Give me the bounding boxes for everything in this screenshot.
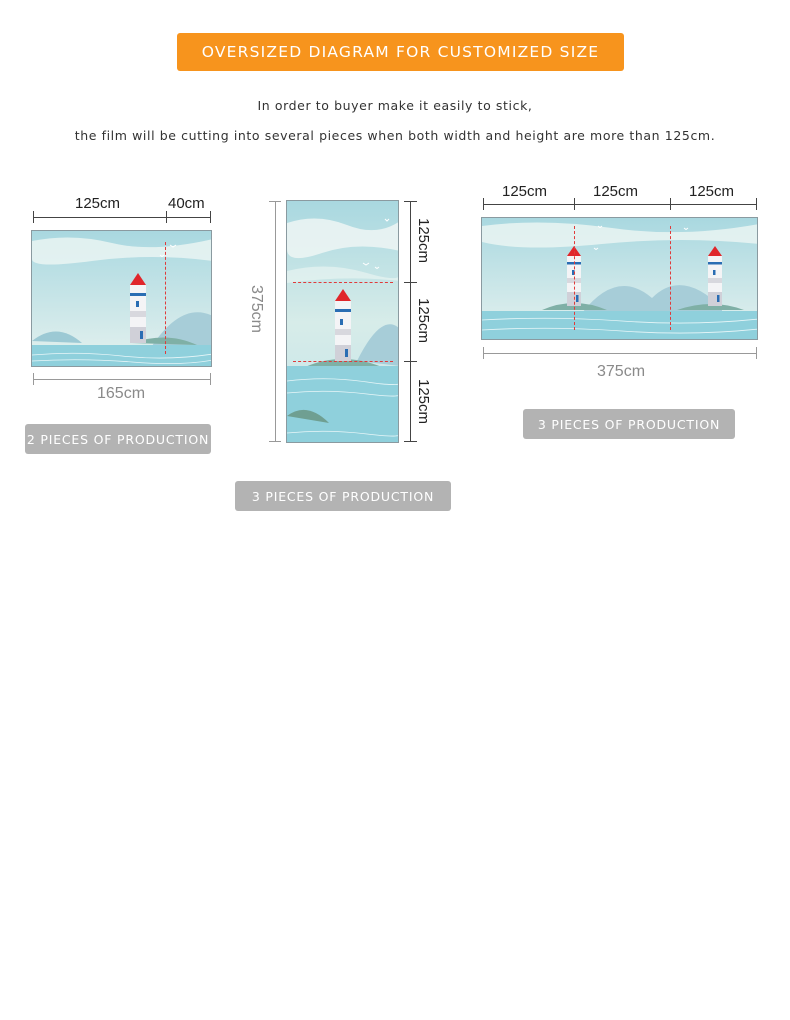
dimension-tick [404, 201, 417, 202]
lighthouse-scene [287, 201, 399, 443]
right-dimension-line [410, 201, 411, 442]
left-dimension-line [275, 201, 276, 442]
dimension-label: 125cm [415, 297, 433, 344]
bottom-dimension-line [483, 353, 757, 354]
wallpaper-preview [286, 200, 399, 443]
dimension-tick [574, 198, 575, 210]
dimension-tick [210, 211, 211, 223]
lighthouse-scene [482, 218, 758, 340]
wallpaper-preview [31, 230, 212, 367]
dimension-tick [269, 441, 281, 442]
total-width-label: 375cm [597, 363, 646, 380]
dimension-tick [404, 282, 417, 283]
dimension-label: 40cm [168, 195, 205, 212]
dimension-tick [269, 201, 281, 202]
dimension-tick [670, 198, 671, 210]
page-title-banner: OVERSIZED DIAGRAM FOR CUSTOMIZED SIZE [177, 33, 624, 71]
dimension-tick [404, 441, 417, 442]
bottom-dimension-line [33, 379, 210, 380]
dimension-label: 125cm [593, 183, 639, 200]
cut-line [293, 282, 393, 283]
dimension-tick [756, 198, 757, 210]
dimension-tick [756, 347, 757, 359]
dimension-tick [483, 347, 484, 359]
dimension-tick [33, 373, 34, 385]
total-width-label: 165cm [97, 385, 146, 402]
dimension-label: 125cm [75, 195, 121, 212]
cut-line [293, 361, 393, 362]
total-height-label: 375cm [248, 284, 266, 334]
wallpaper-preview [481, 217, 758, 340]
cut-line [165, 242, 166, 354]
intro-line-1: In order to buyer make it easily to stick, [257, 98, 533, 113]
top-dimension-line [33, 217, 210, 218]
cut-line [574, 226, 575, 330]
dimension-tick [33, 211, 34, 223]
dimension-label: 125cm [502, 183, 548, 200]
dimension-tick [404, 361, 417, 362]
cut-line [670, 226, 671, 330]
intro-line-2: the film will be cutting into several pieces when both width and height are more than 125cm. [74, 128, 716, 143]
caption-badge: 3 PIECES OF PRODUCTION [523, 409, 735, 439]
dimension-tick [210, 373, 211, 385]
caption-badge: 3 PIECES OF PRODUCTION [235, 481, 451, 511]
dimension-label: 125cm [415, 378, 433, 425]
dimension-tick [483, 198, 484, 210]
lighthouse-scene [32, 231, 212, 367]
caption-badge: 2 PIECES OF PRODUCTION [25, 424, 211, 454]
dimension-label: 125cm [415, 217, 433, 264]
dimension-tick [166, 211, 167, 223]
top-dimension-line [483, 204, 757, 205]
dimension-label: 125cm [689, 183, 735, 200]
